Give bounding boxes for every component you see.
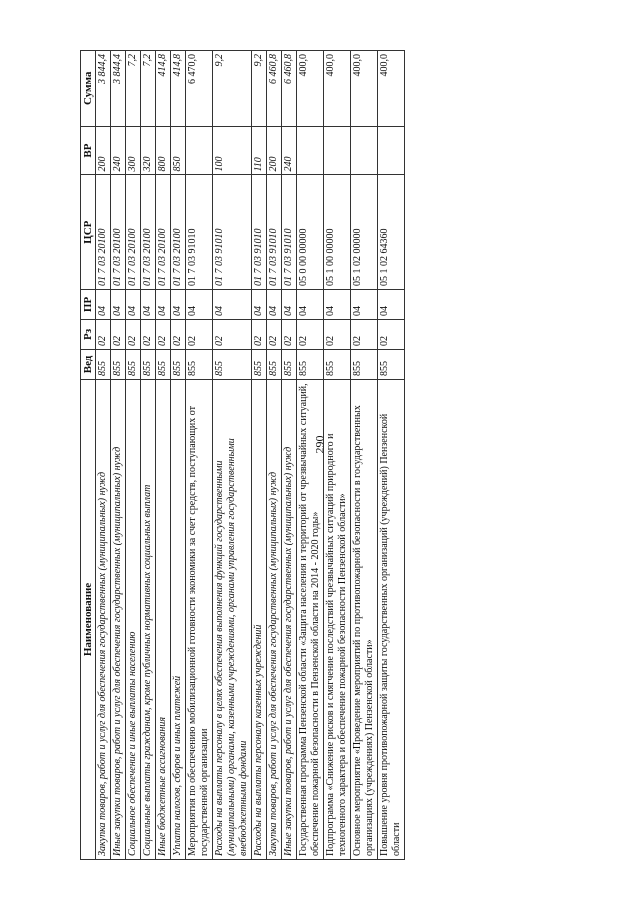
cell-ved: 855 (171, 349, 186, 379)
cell-csr: 01 7 03 91010 (213, 175, 252, 289)
cell-sum: 6 470,0 (186, 51, 213, 127)
cell-vr (378, 126, 405, 175)
budget-table (80, 50, 405, 860)
table-row (213, 51, 252, 860)
cell-rz: 02 (282, 319, 297, 349)
cell-ved: 855 (96, 349, 111, 379)
cell-csr: 01 7 03 20100 (126, 175, 141, 289)
table-row (96, 51, 111, 860)
cell-sum: 400,0 (297, 51, 324, 127)
cell-ved: 855 (282, 349, 297, 379)
cell-rz: 02 (171, 319, 186, 349)
cell-sum: 400,0 (378, 51, 405, 127)
cell-vr: 110 (252, 126, 267, 175)
cell-rz: 02 (324, 319, 351, 349)
page-number: 290 (312, 435, 327, 454)
cell-ved: 855 (351, 349, 378, 379)
table-row (252, 51, 267, 860)
table-row (378, 51, 405, 860)
cell-rz: 02 (141, 319, 156, 349)
cell-name: Закупка товаров, работ и услуг для обеспечения государственных (муниципальных) нужд (267, 379, 282, 859)
cell-csr: 01 7 03 20100 (96, 175, 111, 289)
cell-name: Расходы на выплаты персоналу казенных учреждений (252, 379, 267, 859)
cell-vr (351, 126, 378, 175)
cell-csr: 01 7 03 91010 (282, 175, 297, 289)
cell-name: Основное мероприятие «Проведение мероприятий по противопожарной безопасности в государственных организациях (учреждениях) Пензенской области» (351, 379, 378, 859)
cell-vr: 320 (141, 126, 156, 175)
cell-ved: 855 (267, 349, 282, 379)
cell-vr: 240 (111, 126, 126, 175)
cell-name: Подпрограмма «Снижение рисков и смягчение последствий чрезвычайных ситуаций природного и техногенного характера и обеспечение пожарной безопасности Пензенской области» (324, 379, 351, 859)
table-row (141, 51, 156, 860)
cell-csr: 01 7 03 20100 (141, 175, 156, 289)
cell-ved: 855 (213, 349, 252, 379)
cell-pr: 04 (267, 289, 282, 319)
cell-name: Уплата налогов, сборов и иных платежей (171, 379, 186, 859)
cell-sum: 3 844,4 (96, 51, 111, 127)
header-vr: ВР (81, 126, 96, 175)
cell-name: Социальные выплаты гражданам, кроме публичных нормативных социальных выплат (141, 379, 156, 859)
cell-vr: 100 (213, 126, 252, 175)
cell-pr: 04 (324, 289, 351, 319)
header-rz: Рз (81, 319, 96, 349)
cell-ved: 855 (126, 349, 141, 379)
cell-ved: 855 (252, 349, 267, 379)
cell-sum: 7,2 (126, 51, 141, 127)
cell-sum: 9,2 (213, 51, 252, 127)
table-container (80, 50, 600, 860)
cell-sum: 414,8 (156, 51, 171, 127)
cell-ved: 855 (324, 349, 351, 379)
cell-vr: 200 (96, 126, 111, 175)
table-header-row (81, 51, 96, 860)
cell-vr: 800 (156, 126, 171, 175)
cell-ved: 855 (186, 349, 213, 379)
cell-csr: 05 1 02 00000 (351, 175, 378, 289)
cell-rz: 02 (297, 319, 324, 349)
cell-rz: 02 (111, 319, 126, 349)
cell-pr: 04 (96, 289, 111, 319)
cell-csr: 05 1 02 64360 (378, 175, 405, 289)
table-row (351, 51, 378, 860)
cell-csr: 01 7 03 20100 (111, 175, 126, 289)
cell-csr: 01 7 03 20100 (171, 175, 186, 289)
table-row (324, 51, 351, 860)
cell-pr: 04 (111, 289, 126, 319)
cell-vr: 850 (171, 126, 186, 175)
cell-csr: 01 7 03 91010 (252, 175, 267, 289)
cell-vr: 300 (126, 126, 141, 175)
table-row (126, 51, 141, 860)
cell-name: Закупка товаров, работ и услуг для обеспечения государственных (муниципальных) нужд (96, 379, 111, 859)
cell-pr: 04 (378, 289, 405, 319)
cell-name: Иные бюджетные ассигнования (156, 379, 171, 859)
cell-pr: 04 (126, 289, 141, 319)
cell-sum: 7,2 (141, 51, 156, 127)
table-row (156, 51, 171, 860)
cell-ved: 855 (297, 349, 324, 379)
cell-rz: 02 (267, 319, 282, 349)
cell-name: Государственная программа Пензенской области «Защита населения и территорий от чрезвычайных ситуаций, обеспечение пожарной безопасности в Пензенской области на 2014 - 2020 годы» (297, 379, 324, 859)
cell-csr: 01 7 03 20100 (156, 175, 171, 289)
cell-pr: 04 (351, 289, 378, 319)
header-csr: ЦСР (81, 175, 96, 289)
cell-ved: 855 (141, 349, 156, 379)
cell-name: Мероприятия по обеспечению мобилизационной готовности экономики за счет средств, поступающих от государственной организации (186, 379, 213, 859)
table-row (297, 51, 324, 860)
cell-vr: 240 (282, 126, 297, 175)
cell-name: Иные закупки товаров, работ и услуг для обеспечения государственных (муниципальных) нужд (282, 379, 297, 859)
table-row (267, 51, 282, 860)
cell-vr (324, 126, 351, 175)
cell-pr: 04 (171, 289, 186, 319)
cell-rz: 02 (252, 319, 267, 349)
table-body (96, 51, 405, 860)
cell-csr: 01 7 03 91010 (267, 175, 282, 289)
cell-rz: 02 (351, 319, 378, 349)
cell-pr: 04 (297, 289, 324, 319)
cell-csr: 05 0 00 00000 (297, 175, 324, 289)
cell-vr (297, 126, 324, 175)
cell-pr: 04 (213, 289, 252, 319)
cell-vr (186, 126, 213, 175)
cell-vr: 200 (267, 126, 282, 175)
cell-csr: 01 7 03 91010 (186, 175, 213, 289)
cell-rz: 02 (186, 319, 213, 349)
cell-ved: 855 (111, 349, 126, 379)
table-row (111, 51, 126, 860)
cell-sum: 400,0 (351, 51, 378, 127)
cell-rz: 02 (156, 319, 171, 349)
cell-name: Социальное обеспечение и иные выплаты населению (126, 379, 141, 859)
cell-csr: 05 1 00 00000 (324, 175, 351, 289)
cell-sum: 400,0 (324, 51, 351, 127)
header-name: Наименование (81, 379, 96, 859)
cell-sum: 3 844,4 (111, 51, 126, 127)
cell-rz: 02 (213, 319, 252, 349)
header-ved: Вед (81, 349, 96, 379)
header-pr: ПР (81, 289, 96, 319)
header-sum: Сумма (81, 51, 96, 127)
cell-name: Расходы на выплаты персоналу в целях обеспечения выполнения функций государственными (муниципальными) органами, казенными учреждениями, органами управления государственными внебюджетными фондами (213, 379, 252, 859)
cell-pr: 04 (252, 289, 267, 319)
cell-rz: 02 (126, 319, 141, 349)
cell-pr: 04 (282, 289, 297, 319)
cell-sum: 414,8 (171, 51, 186, 127)
table-row (282, 51, 297, 860)
cell-ved: 855 (156, 349, 171, 379)
cell-pr: 04 (141, 289, 156, 319)
cell-pr: 04 (186, 289, 213, 319)
cell-pr: 04 (156, 289, 171, 319)
table-row (171, 51, 186, 860)
cell-ved: 855 (378, 349, 405, 379)
table-row (186, 51, 213, 860)
cell-sum: 6 460,8 (267, 51, 282, 127)
cell-rz: 02 (96, 319, 111, 349)
cell-rz: 02 (378, 319, 405, 349)
cell-name: Иные закупки товаров, работ и услуг для обеспечения государственных (муниципальных) нужд (111, 379, 126, 859)
cell-sum: 9,2 (252, 51, 267, 127)
cell-sum: 6 460,8 (282, 51, 297, 127)
cell-name: Повышение уровня противопожарной защиты государственных организаций (учреждений) Пензенской области (378, 379, 405, 859)
